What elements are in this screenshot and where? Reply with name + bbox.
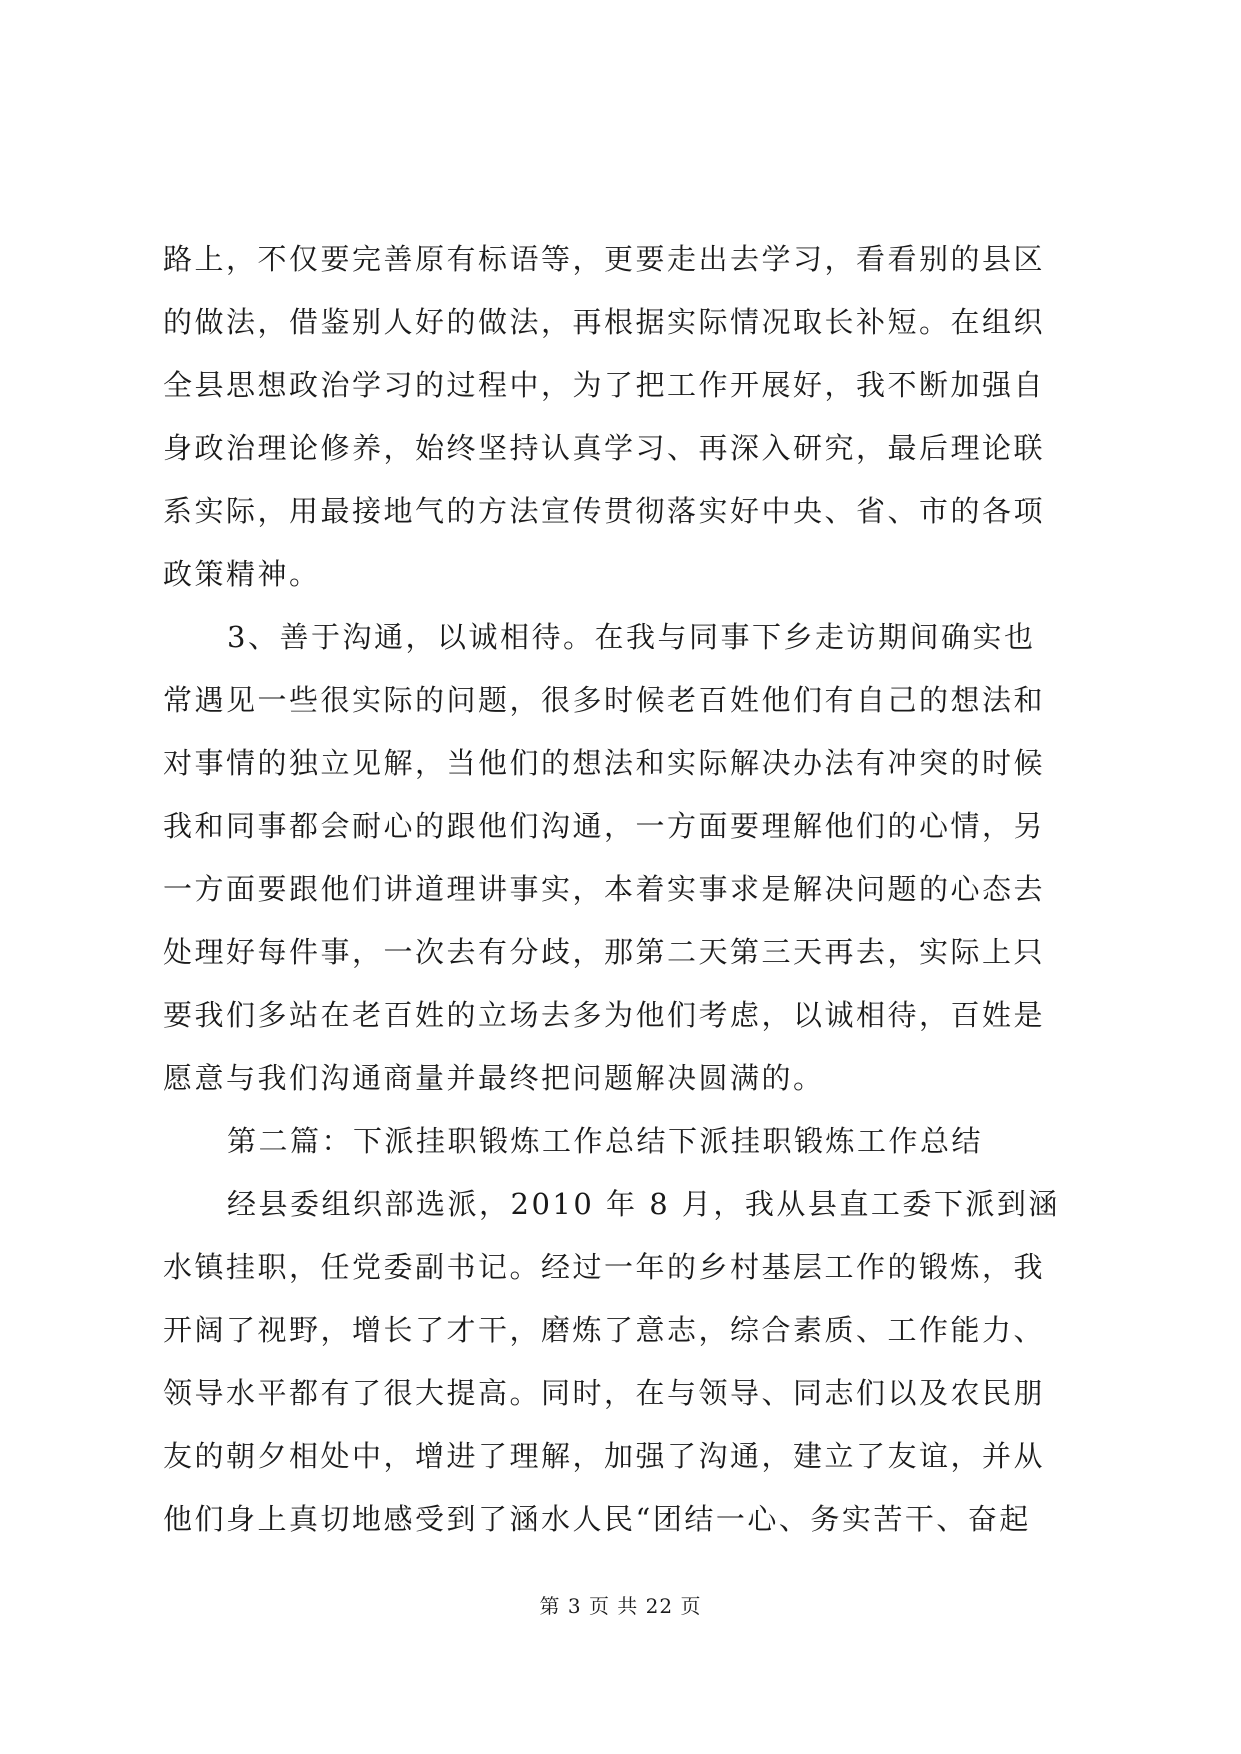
text-line: 开阔了视野，增长了才干，磨炼了意志，综合素质、工作能力、 (163, 1313, 1046, 1347)
text-line: 常遇见一些很实际的问题，很多时候老百姓他们有自己的想法和 (163, 683, 1046, 717)
document-body (163, 228, 1093, 1551)
text-line: 愿意与我们沟通商量并最终把问题解决圆满的。 (163, 1061, 825, 1095)
text-line: 系实际，用最接地气的方法宣传贯彻落实好中央、省、市的各项 (163, 494, 1046, 528)
text-line: 全县思想政治学习的过程中，为了把工作开展好，我不断加强自 (163, 368, 1046, 402)
text-line: 我和同事都会耐心的跟他们沟通，一方面要理解他们的心情，另 (163, 809, 1046, 843)
text-line: 身政治理论修养，始终坚持认真学习、再深入研究，最后理论联 (163, 431, 1046, 465)
text-line: 的做法，借鉴别人好的做法，再根据实际情况取长补短。在组织 (163, 305, 1046, 339)
text-line: 对事情的独立见解，当他们的想法和实际解决办法有冲突的时候 (163, 746, 1046, 780)
section-heading: 第二篇：下派挂职锻炼工作总结下派挂职锻炼工作总结 (227, 1124, 984, 1158)
text-line: 要我们多站在老百姓的立场去多为他们考虑，以诚相待，百姓是 (163, 998, 1046, 1032)
text-line: 他们身上真切地感受到了涵水人民“团结一心、务实苦干、奋起 (163, 1502, 1031, 1536)
text-line: 一方面要跟他们讲道理讲事实，本着实事求是解决问题的心态去 (163, 872, 1046, 906)
text-line: 领导水平都有了很大提高。同时，在与领导、同志们以及农民朋 (163, 1376, 1046, 1410)
text-line: 处理好每件事，一次去有分歧，那第二天第三天再去，实际上只 (163, 935, 1046, 969)
text-line: 水镇挂职，任党委副书记。经过一年的乡村基层工作的锻炼，我 (163, 1250, 1046, 1284)
text-line: 政策精神。 (163, 557, 321, 591)
paragraph-start-line: 3、善于沟通，以诚相待。在我与同事下乡走访期间确实也 (227, 620, 1036, 654)
text-line: 友的朝夕相处中，增进了理解，加强了沟通，建立了友谊，并从 (163, 1439, 1046, 1473)
paragraph-start-line: 经县委组织部选派，2010 年 8 月，我从县直工委下派到涵 (227, 1187, 1060, 1221)
text-line: 路上，不仅要完善原有标语等，更要走出去学习，看看别的县区 (163, 242, 1046, 276)
page-number-footer: 第 3 页 共 22 页 (539, 1594, 702, 1618)
